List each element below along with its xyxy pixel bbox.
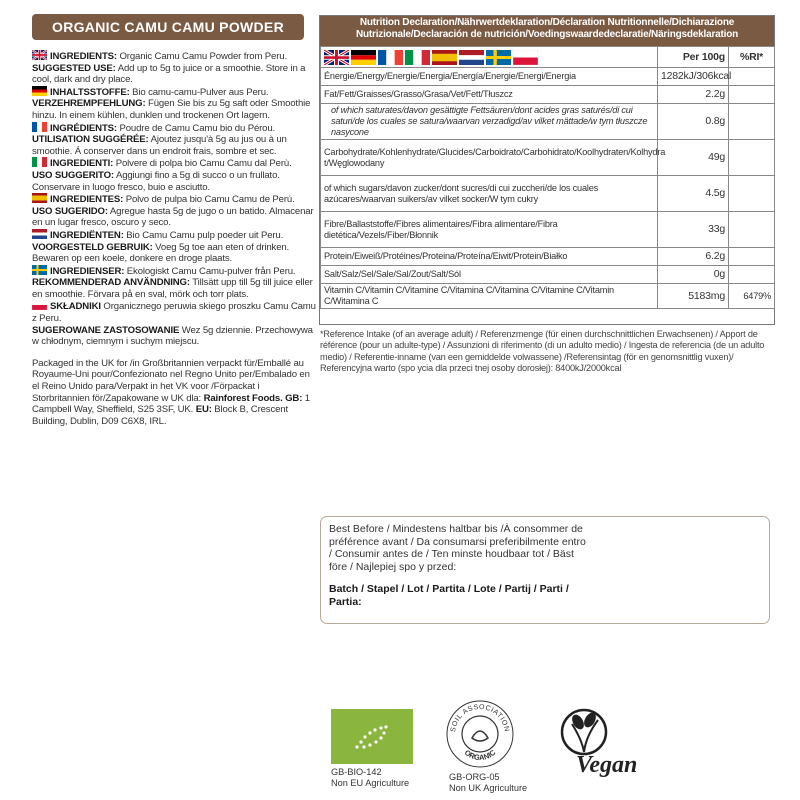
label-text: Aggiungi fino a 5g di succo o un frullato. Conservare in luogo fresco, buio e asciutto. [32, 169, 280, 193]
nutrient-label: of which saturates/davon gesättigte Fettsäuren/dont acides gras saturés/di cui saturi/de los cuales se satura/waarvan verzadigd/av vilket mättade/w tym tłuszcze nasycone [321, 104, 658, 140]
best-before-text: Best Before / Mindestens haltbar bis /À consommer de préférence avant / Da consumarsi preferibilmente entro / Consumir antes de / Ten minste houdbaar tot / Bäst före / Najlepiej spo y przed: [329, 523, 586, 573]
ri-header: %RI* [729, 47, 775, 68]
label-text: Tillsätt upp till 5g till juice eller en smoothie. Förvara på en sval, mörk och torr plats. [32, 277, 313, 300]
nl-flag-icon [32, 229, 47, 239]
se-flag-icon [486, 50, 511, 65]
label-text: Polvo de pulpa bio Camu Camu de Perú. [123, 194, 295, 206]
ingredients-line [32, 157, 316, 170]
label-text: Fügen Sie bis zu 5g saft oder Smoothie hinzu. In einem kühlen, dunklen und trockenen Ort lagern. [32, 98, 311, 121]
de-flag-icon [351, 50, 376, 65]
label-text: Wez 5g dziennie. Przechowywa w chłodnym, ciemnym i suchym miejscu. [32, 324, 313, 348]
svg-text:ORGANIC [463, 748, 498, 763]
ingredients-line [32, 300, 316, 324]
gb-label: GB: [282, 392, 303, 404]
nutrient-value: 6.2g [658, 248, 729, 266]
uk-flag-icon [324, 50, 349, 65]
suggested-use-line [32, 170, 316, 193]
suggested-use-line [32, 98, 316, 121]
soil-association-caption [449, 772, 527, 794]
label-bold: USO SUGERIDO: [32, 205, 108, 217]
nutrient-label: Fat/Fett/Graisses/Grasso/Grasa/Vet/Fett/Tłuszcz [321, 86, 658, 104]
label-text: Polvere di polpa bio Camu Camu dal Perù. [113, 158, 292, 170]
nutrient-label: Salt/Salz/Sel/Sale/Sal/Zout/Salt/Sól [321, 266, 658, 284]
nutrient-value: 0g [658, 266, 729, 284]
label-bold: UTILISATION SUGGÉRÉE: [32, 134, 149, 146]
suggested-use-line [32, 134, 316, 157]
nutrition-header-row [321, 47, 775, 68]
packaging-text: Packaged in the UK for /in Großbritannien verpackt für/Emballé au Royaume-Uni pour/Confezionato nel Regno Unito per/Embalado en el Reino Unido para/Verpakt in het VK voor /Förpackat i Storbritannien för/Zapakowane w UK dla: [32, 357, 310, 404]
language-block [32, 50, 316, 86]
language-flags [324, 50, 654, 65]
suggested-use-line [32, 277, 316, 300]
nutrition-heading-line2: Nutrizionale/Declaración de nutrición/Voedingswaardedeclaratie/Näringsdeklaration [355, 28, 739, 40]
nutrient-ri [729, 140, 775, 176]
nutrient-label: Protein/Eiweiß/Protéines/Proteina/Proteína/Eiwit/Protein/Białko [321, 248, 658, 266]
per100-header: Per 100g [658, 47, 729, 68]
nutrient-value: 4.5g [658, 176, 729, 212]
uk-flag-icon [32, 50, 47, 60]
se-flag-icon [32, 265, 47, 275]
label-text: Poudre de Camu Camu bio du Pérou. [116, 122, 276, 134]
nutrition-table [319, 15, 775, 325]
label-bold: VERZEHREMPFEHLUNG: [32, 98, 146, 110]
label-bold: SUGGESTED USE: [32, 62, 116, 74]
language-block [32, 300, 316, 347]
language-block [32, 193, 316, 229]
nutrient-ri [729, 68, 775, 86]
pl-flag-icon [513, 50, 538, 65]
nutrition-row [321, 104, 775, 140]
nutrition-row [321, 140, 775, 176]
pl-flag-icon [32, 300, 47, 310]
label-bold: INGRÉDIENTS: [50, 122, 117, 134]
label-bold: SKŁADNIKI [50, 301, 101, 313]
ingredients-line [32, 122, 316, 135]
nutrient-value: 0.8g [658, 104, 729, 140]
label-bold: INGREDIENTS: [50, 51, 117, 62]
product-title: ORGANIC CAMU CAMU POWDER [32, 14, 304, 40]
ingredients-line [32, 86, 316, 99]
label-bold: INGREDIENTI: [50, 158, 114, 170]
nutrition-row [321, 248, 775, 266]
nutrition-grid [320, 46, 775, 309]
ingredients-line [32, 229, 316, 242]
nutrient-label: Carbohydrate/Kohlenhydrate/Glucides/Carboidrato/Carbohidrato/Koolhydraten/Kolhydra t/Węglowodany [321, 140, 658, 176]
nutrition-row [321, 68, 775, 86]
nutrient-ri: 6479% [729, 284, 775, 309]
best-before-box [320, 516, 770, 624]
label-bold: INGREDIËNTEN: [50, 229, 124, 241]
suggested-use-line [32, 325, 316, 348]
nutrient-value: 5183mg [658, 284, 729, 309]
label-text: Organicznego peruwia skiego proszku Camu Camu z Peru. [32, 301, 316, 325]
language-block [32, 265, 316, 301]
soil-association-origin: Non UK Agriculture [449, 783, 528, 793]
nutrient-ri [729, 266, 775, 284]
es-flag-icon [432, 50, 457, 65]
reference-intake-footnote: *Reference Intake (of an average adult) / Referenzmenge (für einen durchschnittlichen Erwachsenen) / Apport de référence (pour un adulte-type) / Assunzioni di riferimento (di un adulto medio) / Ingesta de referencia (de un adulto medio) / Referentie-inname (van een gemiddelde volwassene) /Referensintag (för en genomsnittlig vuxen)/ Referencyjna warto (spo ycia dla przeci tnej osoby dorosłej): 8400kJ/2000kcal [320, 329, 765, 374]
ingredients-text [32, 50, 316, 427]
soil-ring-top: SOIL ASSOCIATION [450, 703, 511, 733]
it-flag-icon [405, 50, 430, 65]
vegan-logo-icon [556, 706, 640, 784]
nutrient-ri [729, 176, 775, 212]
eu-organic-code: GB-BIO-142 [331, 767, 382, 777]
nutrient-ri [729, 86, 775, 104]
eu-organic-origin: Non EU Agriculture [331, 778, 410, 788]
company-name: Rainforest Foods. [203, 392, 283, 404]
eu-organic-logo-icon [331, 709, 413, 764]
suggested-use-line [32, 242, 316, 265]
label-text: Agregue hasta 5g de jugo o un batido. Almacenar en un lugar fresco, oscuro y seco. [32, 205, 314, 229]
label-text: Voeg 5g toe aan eten of drinken. Bewaren op een koele, donkere en droge plaats. [32, 241, 290, 265]
label-bold: SUGEROWANE ZASTOSOWANIE [32, 324, 180, 336]
label-bold: INGREDIENTES: [50, 194, 124, 206]
nutrition-row [321, 212, 775, 248]
eu-label: EU: [193, 404, 212, 416]
nutrition-row [321, 284, 775, 309]
eu-organic-caption [331, 767, 409, 789]
label-bold: INGREDIENSER: [50, 265, 125, 277]
nutrition-row [321, 176, 775, 212]
suggested-use-line [32, 206, 316, 229]
language-block [32, 86, 316, 122]
vegan-label: Vegan [576, 752, 638, 778]
ingredients-line [32, 265, 316, 278]
nutrient-ri [729, 212, 775, 248]
label-bold: VOORGESTELD GEBRUIK: [32, 241, 153, 253]
nutrient-value: 1282kJ/306kcal [658, 68, 729, 86]
label-bold: REKOMMENDERAD ANVÄNDNING: [32, 277, 190, 289]
nutrition-heading-line1: Nutrition Declaration/Nährwertdeklaration/Déclaration Nutritionnelle/Dichiarazione [359, 17, 735, 28]
label-text: Add up to 5g to juice or a smoothie. Store in a cool, dark and dry place. [32, 62, 306, 86]
label-text: Bio camu-camu-Pulver aus Peru. [129, 86, 269, 98]
language-block [32, 157, 316, 193]
it-flag-icon [32, 157, 47, 167]
de-flag-icon [32, 86, 47, 96]
nutrition-row [321, 86, 775, 104]
packaging-address [32, 358, 316, 428]
nutrient-label: Fibre/Ballaststoffe/Fibres alimentaires/Fibra alimentare/Fibra dietética/Vezels/Fiber/Błonnik [321, 212, 658, 248]
nutrient-value: 33g [658, 212, 729, 248]
label-text: Bio Camu Camu pulp poeder uit Peru. [123, 229, 284, 241]
nutrition-heading [320, 16, 774, 46]
nutrition-row [321, 266, 775, 284]
suggested-use-line [32, 63, 316, 86]
soil-ring-bottom: ORGANIC [462, 747, 498, 763]
label-bold: USO SUGGERITO: [32, 169, 114, 181]
label-text: Organic Camu Camu Powder from Peru. [116, 51, 287, 62]
soil-association-logo-icon [444, 698, 516, 770]
nutrient-label: of which sugars/davon zucker/dont sucres/di cui zuccheri/de los cuales azúcares/waarvan suikers/av vilket socker/W tym cukry [321, 176, 658, 212]
language-block [32, 122, 316, 158]
label-bold: INHALTSSTOFFE: [50, 86, 130, 98]
es-flag-icon [32, 193, 47, 203]
fr-flag-icon [32, 122, 47, 132]
gb-address: 1 Campbell Way, Sheffield, S25 3SF, UK. [32, 392, 310, 416]
fr-flag-icon [378, 50, 403, 65]
language-block [32, 229, 316, 265]
nutrient-ri [729, 104, 775, 140]
label-text: Ajoutez jusqu'à 5g au jus ou à un smoothie. Á conserver dans un endroit frais, sombre et sec. [32, 134, 287, 157]
nutrient-value: 2.2g [658, 86, 729, 104]
nutrient-label: Vitamin C/Vitamin C/Vitamine C/Vitamina C/Vitamina C/Vitamine C/Vitamin C/Witamina C [321, 284, 658, 309]
soil-association-code: GB-ORG-05 [449, 772, 500, 782]
label-text: Ekologiskt Camu Camu-pulver från Peru. [124, 265, 296, 277]
ingredients-line [32, 50, 316, 63]
ingredients-line [32, 193, 316, 206]
nutrient-ri [729, 248, 775, 266]
nutrient-value: 49g [658, 140, 729, 176]
batch-text: Batch / Stapel / Lot / Partita / Lote / Partij / Parti / Partia: [329, 583, 569, 608]
nl-flag-icon [459, 50, 484, 65]
eu-address: Block B, Crescent Building, Dublin, D09 C6X8, IRL. [32, 404, 288, 427]
nutrient-label: Énergie/Energy/Energie/Energia/Energía/Energie/Energi/Energia [321, 68, 658, 86]
